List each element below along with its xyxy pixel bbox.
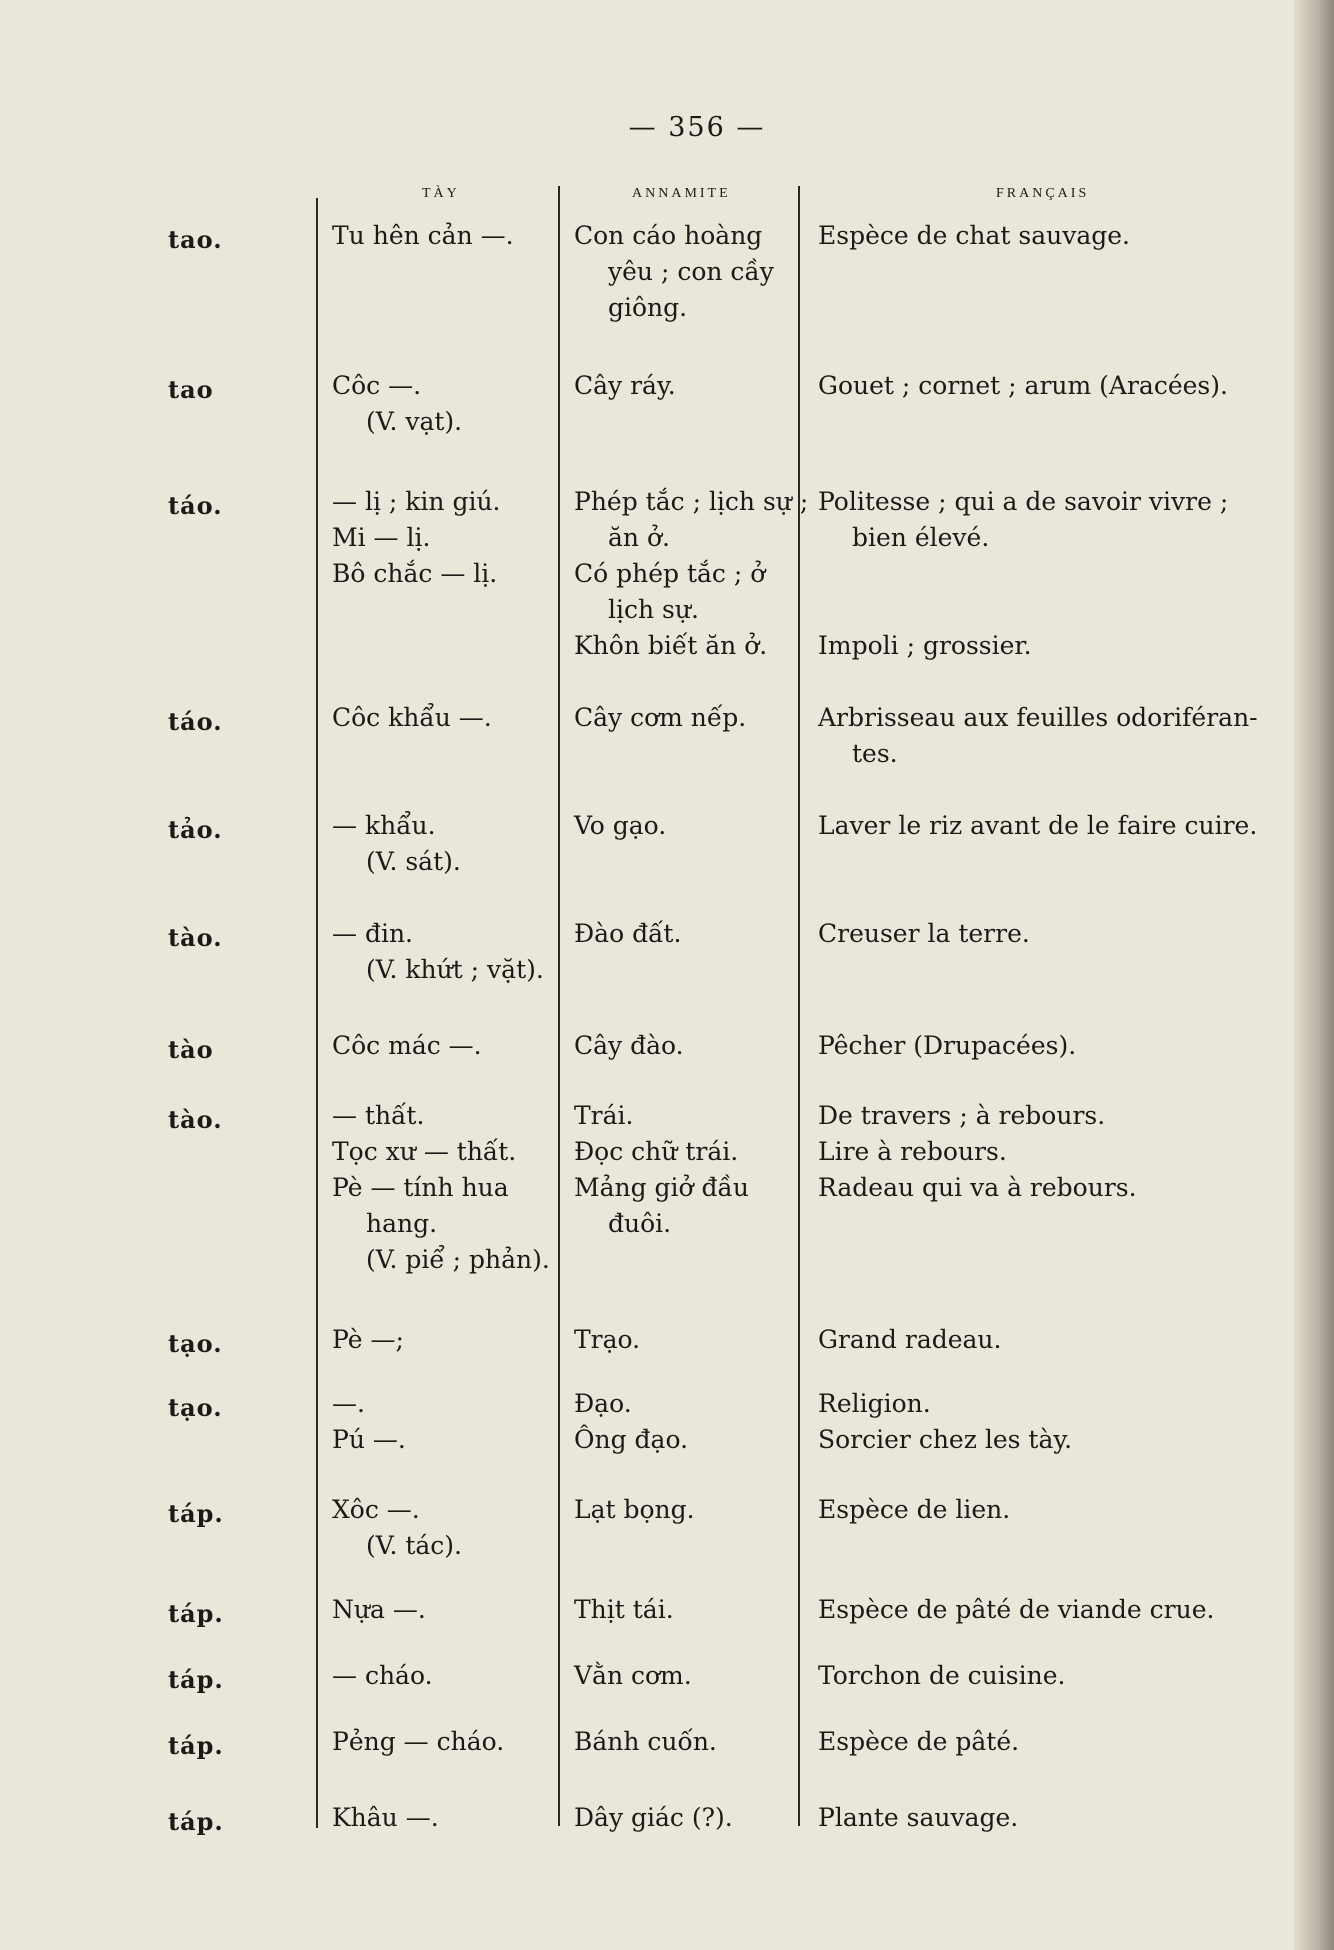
column-header-francais: FRANÇAIS [996,186,1090,201]
tay-cell-line: Pẻng — cháo. [332,1727,505,1756]
tay-cell-line: Bô chắc — lị. [332,559,498,588]
annamite-cell [574,1492,695,1528]
francais-cell-line [818,556,1228,592]
francais-cell-line: Lire à rebours. [818,1137,1007,1166]
tay-cell-line: Côc mác —. [332,1031,482,1060]
tay-cell-line: Nựa —. [332,1595,426,1624]
tay-cell-line: — lị ; kin giú. [332,487,501,516]
francais-cell [818,484,1228,664]
annamite-cell-line: Thịt tái. [574,1595,674,1624]
tay-cell-line: (V. vạt). [366,407,463,436]
tay-cell-line: —. [332,1389,365,1418]
headword: tảo. [168,815,223,844]
tay-cell-line: Côc khẩu —. [332,703,492,732]
tay-cell-line: Côc —. [332,371,422,400]
headword: tào. [168,1105,223,1134]
francais-cell-line: Politesse ; qui a de savoir vivre ; [818,487,1229,516]
francais-cell-line: tes. [852,739,898,768]
annamite-cell-line: lịch sự. [608,595,699,624]
tay-cell-line: Tọc xư — thất. [332,1137,517,1166]
francais-cell [818,368,1228,404]
tay-cell-line: Khâu —. [332,1803,439,1832]
tay-cell [332,1028,482,1064]
annamite-cell [574,700,746,736]
tay-cell-line: — đin. [332,919,413,948]
annamite-cell [574,218,774,326]
tay-cell-line: (V. piể ; phản). [366,1245,550,1274]
francais-cell [818,808,1257,844]
tay-cell [332,700,492,736]
tay-cell-line: Xôc —. [332,1495,420,1524]
tay-cell-line: Mi — lị. [332,523,431,552]
francais-cell-line: Religion. [818,1389,931,1418]
francais-cell [818,218,1130,254]
tay-cell [332,1386,406,1458]
annamite-cell-line: Vằn cơm. [574,1661,692,1690]
annamite-cell-line: đuôi. [608,1209,672,1238]
headword: táp. [168,1807,224,1836]
headword: táo. [168,707,223,736]
francais-cell-line: Radeau qui va à rebours. [818,1173,1137,1202]
francais-cell-line: Plante sauvage. [818,1803,1019,1832]
annamite-cell-line: Vo gạo. [574,811,667,840]
column-rule-right [798,186,800,1826]
headword: tao [168,375,214,404]
tay-cell-line: — khẩu. [332,811,436,840]
annamite-cell [574,1386,688,1458]
francais-cell [818,1800,1018,1836]
annamite-cell-line: Trái. [574,1101,634,1130]
headword: táp. [168,1665,224,1694]
annamite-cell [574,1658,692,1694]
annamite-cell-line: Bánh cuốn. [574,1727,717,1756]
annamite-cell [574,916,681,952]
annamite-cell-line: Khôn biết ăn ở. [574,631,768,660]
annamite-cell-line: ăn ở. [608,523,670,552]
page-edge [1294,0,1334,1950]
tay-cell [332,1322,404,1358]
annamite-cell-line: Ông đạo. [574,1425,689,1454]
tay-cell-line: hang. [366,1209,438,1238]
tay-cell-line: — cháo. [332,1661,433,1690]
annamite-cell-line: Cây cơm nếp. [574,703,747,732]
annamite-cell-line: Đào đất. [574,919,682,948]
francais-cell-line: Torchon de cuisine. [818,1661,1066,1690]
francais-cell [818,1028,1076,1064]
tay-cell-line: Pú —. [332,1425,406,1454]
tay-cell-line: Tu hên cản —. [332,221,514,250]
column-rule-middle [558,186,560,1826]
annamite-cell-line: Đọc chữ trái. [574,1137,739,1166]
francais-cell [818,1724,1019,1760]
francais-cell [818,1098,1137,1206]
francais-cell-line: Impoli ; grossier. [818,631,1032,660]
francais-cell-line [818,592,1228,628]
tay-cell [332,368,462,440]
francais-cell [818,1386,1072,1458]
francais-cell-line: Espèce de pâté de viande crue. [818,1595,1215,1624]
column-header-annamite: ANNAMITE [632,186,731,201]
tay-cell [332,1800,439,1836]
tay-cell [332,218,514,254]
annamite-cell-line: Cây đào. [574,1031,684,1060]
francais-cell-line: Sorcier chez les tày. [818,1425,1073,1454]
francais-cell-line: Espèce de lien. [818,1495,1011,1524]
francais-cell-line: Espèce de chat sauvage. [818,221,1130,250]
francais-cell [818,1492,1010,1528]
page-number: — 356 — [628,112,766,143]
tay-cell [332,1098,550,1278]
francais-cell [818,1322,1001,1358]
annamite-cell-line: Trạo. [574,1325,641,1354]
headword: táp. [168,1731,224,1760]
annamite-cell-line: Con cáo hoàng [574,221,763,250]
francais-cell-line: Arbrisseau aux feuilles odoriféran- [818,703,1258,732]
headword: tào [168,1035,214,1064]
tay-cell [332,1592,426,1628]
annamite-cell [574,1592,674,1628]
headword: táo. [168,491,223,520]
annamite-cell [574,1028,684,1064]
tay-cell-line: Pè — tính hua [332,1173,509,1202]
annamite-cell [574,808,666,844]
headword: táp. [168,1599,224,1628]
tay-cell [332,916,544,988]
annamite-cell [574,368,676,404]
francais-cell [818,1592,1214,1628]
francais-cell [818,1658,1065,1694]
column-rule-left [316,198,318,1828]
headword: tạo. [168,1329,223,1358]
annamite-cell [574,1724,717,1760]
annamite-cell-line: Mảng giở đầu [574,1173,749,1202]
annamite-cell [574,484,808,664]
francais-cell-line: Pêcher (Drupacées). [818,1031,1077,1060]
headword: tao. [168,225,223,254]
tay-cell [332,1658,433,1694]
tay-cell [332,808,461,880]
tay-cell-line: (V. sát). [366,847,461,876]
column-header-tay: TÀY [422,186,460,201]
headword: táp. [168,1499,224,1528]
francais-cell-line: De travers ; à rebours. [818,1101,1106,1130]
francais-cell-line: bien élevé. [852,523,990,552]
francais-cell [818,916,1030,952]
francais-cell-line: Grand radeau. [818,1325,1002,1354]
tay-cell-line: (V. tác). [366,1531,462,1560]
francais-cell [818,700,1258,772]
annamite-cell-line: Lạt bọng. [574,1495,695,1524]
annamite-cell-line: yêu ; con cầy [608,257,774,286]
tay-cell [332,1492,462,1564]
francais-cell-line: Laver le riz avant de le faire cuire. [818,811,1258,840]
tay-cell-line: (V. khứt ; vặt). [366,955,544,984]
francais-cell-line: Creuser la terre. [818,919,1030,948]
annamite-cell-line: Phép tắc ; lịch sự ; [574,487,809,516]
headword: tạo. [168,1393,223,1422]
annamite-cell-line: Đạo. [574,1389,632,1418]
tay-cell [332,484,501,592]
annamite-cell [574,1322,640,1358]
annamite-cell-line: giông. [608,293,688,322]
annamite-cell [574,1098,749,1242]
annamite-cell-line: Dây giác (?). [574,1803,733,1832]
annamite-cell-line: Có phép tắc ; ở [574,559,766,588]
tay-cell [332,1724,504,1760]
annamite-cell [574,1800,733,1836]
francais-cell-line: Gouet ; cornet ; arum (Aracées). [818,371,1228,400]
francais-cell-line: Espèce de pâté. [818,1727,1020,1756]
tay-cell-line: — thất. [332,1101,425,1130]
tay-cell-line: Pè —; [332,1325,404,1354]
annamite-cell-line: Cây ráy. [574,371,676,400]
headword: tào. [168,923,223,952]
